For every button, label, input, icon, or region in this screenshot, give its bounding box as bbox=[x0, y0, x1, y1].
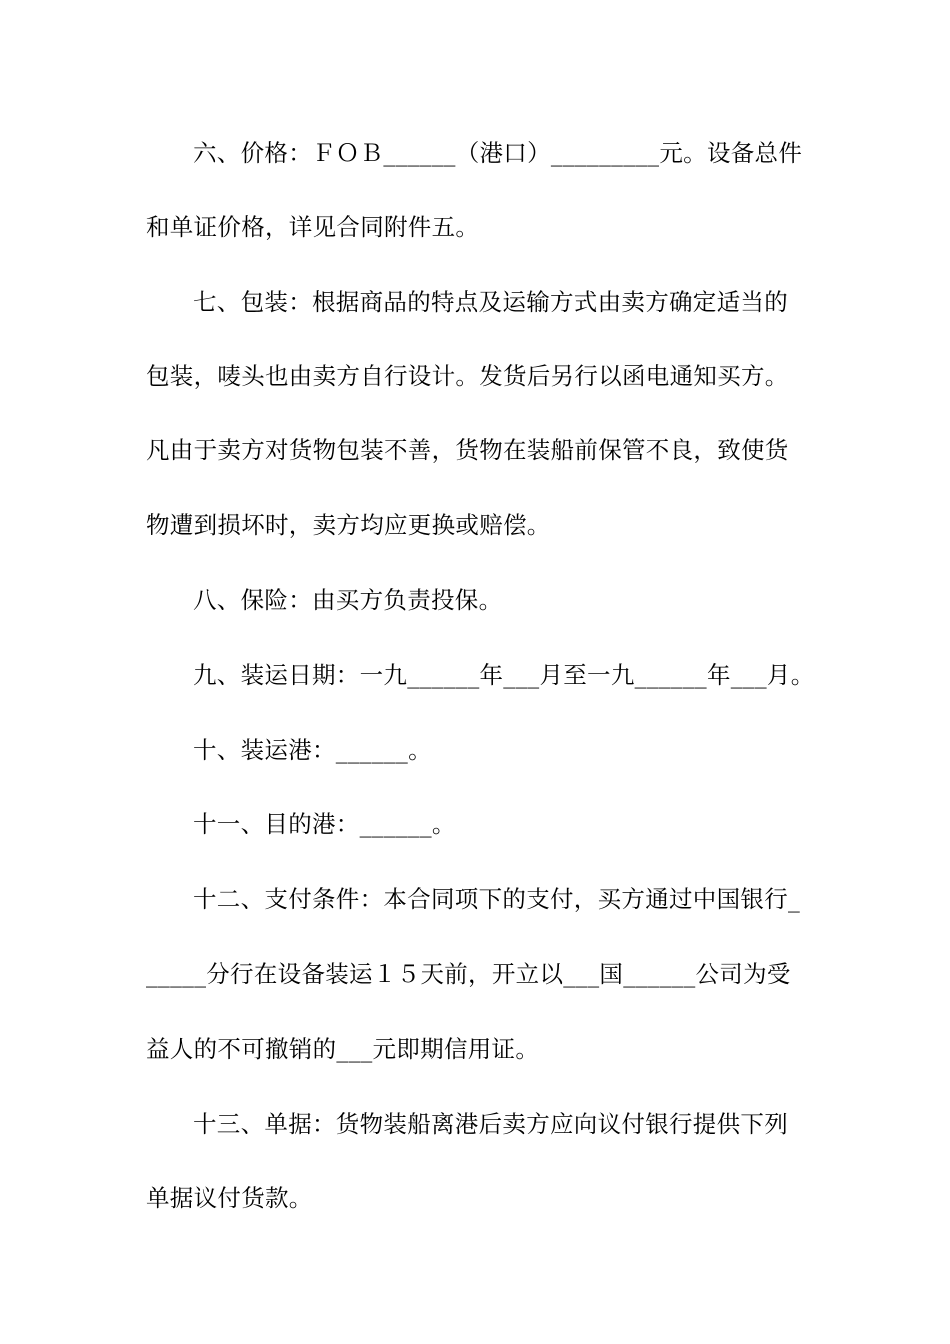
port-of-destination-clause: 十一、目的港：______。 bbox=[193, 810, 456, 838]
price-clause-line-1: 六、价格：ＦＯＢ______（港口）_________元。设备总件 bbox=[193, 139, 803, 167]
port-of-shipment-clause: 十、装运港：______。 bbox=[193, 736, 432, 764]
shipment-date-clause: 九、装运日期：一九______年___月至一九______年___月。 bbox=[193, 661, 815, 689]
documents-clause-line-1: 十三、单据：货物装船离港后卖方应向议付银行提供下列 bbox=[193, 1110, 788, 1138]
payment-clause-line-3: 益人的不可撤销的___元即期信用证。 bbox=[146, 1035, 540, 1063]
packing-clause-line-3: 凡由于卖方对货物包装不善，货物在装船前保管不良，致使货 bbox=[146, 436, 789, 464]
payment-clause-line-1: 十二、支付条件：本合同项下的支付，买方通过中国银行_ bbox=[193, 885, 801, 913]
documents-clause-line-2: 单据议付货款。 bbox=[146, 1184, 313, 1212]
payment-clause-line-2: _____分行在设备装运１５天前，开立以___国______公司为受 bbox=[146, 960, 791, 988]
insurance-clause: 八、保险：由买方负责投保。 bbox=[193, 586, 503, 614]
price-clause-line-2: 和单证价格，详见合同附件五。 bbox=[146, 213, 480, 241]
packing-clause-line-4: 物遭到损坏时，卖方均应更换或赔偿。 bbox=[146, 511, 551, 539]
packing-clause-line-2: 包装，唛头也由卖方自行设计。发货后另行以函电通知买方。 bbox=[146, 362, 789, 390]
packing-clause-line-1: 七、包装：根据商品的特点及运输方式由卖方确定适当的 bbox=[193, 288, 788, 316]
